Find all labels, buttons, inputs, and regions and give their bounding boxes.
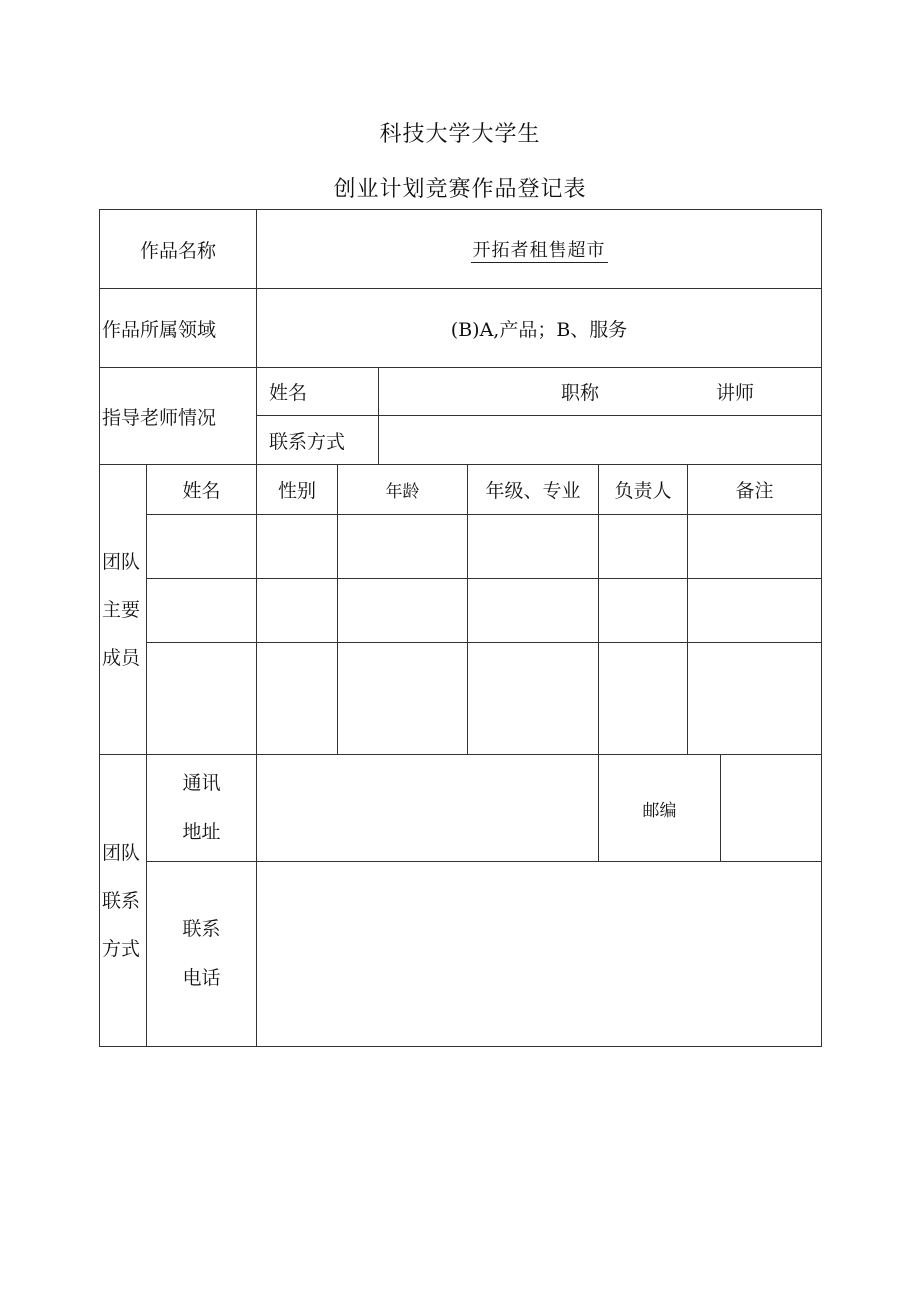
team-members-label-line: 团队	[102, 550, 141, 573]
team-members-label-line: 成员	[102, 646, 141, 669]
team-members-label-line: 主要	[102, 598, 141, 621]
member-age-cell[interactable]	[338, 579, 468, 643]
advisor-name-label: 姓名	[257, 368, 379, 416]
form-title-line1: 科技大学大学生	[379, 122, 541, 147]
member-leader-cell[interactable]	[599, 515, 688, 579]
advisor-title-value: 讲师	[716, 382, 755, 404]
phone-label-line: 联系	[182, 918, 221, 940]
address-label	[147, 755, 257, 862]
advisor-contact-label: 联系方式	[257, 416, 379, 465]
work-name-value: 开拓者租售超市	[472, 240, 606, 261]
postcode-field[interactable]	[721, 755, 822, 862]
member-remarks-cell[interactable]	[688, 579, 822, 643]
member-gender-cell[interactable]	[257, 579, 338, 643]
team-contact-phone-row	[100, 862, 822, 1047]
phone-label	[147, 862, 257, 1047]
phone-label-line: 电话	[182, 967, 221, 989]
member-remarks-cell[interactable]	[688, 515, 822, 579]
member-name-cell[interactable]	[147, 643, 257, 755]
member-name-cell[interactable]	[147, 579, 257, 643]
team-contact-address-row	[100, 755, 822, 862]
address-label-line: 地址	[182, 821, 221, 843]
team-contact-label-line: 联系	[102, 889, 141, 912]
team-member-row	[100, 579, 822, 643]
team-members-header-row	[100, 465, 822, 515]
team-member-row	[100, 515, 822, 579]
team-contact-label-line: 方式	[102, 937, 141, 960]
member-remarks-cell[interactable]	[688, 643, 822, 755]
member-name-cell[interactable]	[147, 515, 257, 579]
header-grade-major: 年级、专业	[468, 465, 599, 515]
work-name-label: 作品名称	[100, 210, 257, 289]
member-grade-cell[interactable]	[468, 579, 599, 643]
member-gender-cell[interactable]	[257, 515, 338, 579]
advisor-row-1	[100, 368, 822, 416]
header-remarks: 备注	[688, 465, 822, 515]
form-title-line2: 创业计划竞赛作品登记表	[333, 177, 587, 202]
work-name-cell[interactable]	[257, 210, 822, 289]
member-age-cell[interactable]	[338, 643, 468, 755]
member-leader-cell[interactable]	[599, 579, 688, 643]
advisor-contact-field[interactable]	[379, 416, 822, 465]
address-label-line: 通讯	[182, 772, 221, 794]
member-gender-cell[interactable]	[257, 643, 338, 755]
member-age-cell[interactable]	[338, 515, 468, 579]
address-field[interactable]	[257, 755, 599, 862]
team-contact-label	[100, 755, 147, 1047]
registration-form-table	[99, 209, 822, 1047]
phone-field[interactable]	[257, 862, 822, 1047]
team-members-label	[100, 465, 147, 755]
work-name-row	[100, 210, 822, 289]
member-leader-cell[interactable]	[599, 643, 688, 755]
member-grade-cell[interactable]	[468, 643, 599, 755]
header-age: 年龄	[338, 465, 468, 515]
postcode-label: 邮编	[599, 755, 721, 862]
team-contact-label-line: 团队	[102, 841, 141, 864]
work-field-value[interactable]: (B)A,产品；B、服务	[257, 289, 822, 368]
member-grade-cell[interactable]	[468, 515, 599, 579]
advisor-label: 指导老师情况	[100, 368, 257, 465]
header-gender: 性别	[257, 465, 338, 515]
advisor-title-label: 职称	[561, 382, 600, 404]
advisor-name-title-cell[interactable]	[379, 368, 822, 416]
work-field-label: 作品所属领域	[100, 289, 257, 368]
header-leader: 负责人	[599, 465, 688, 515]
work-field-row	[100, 289, 822, 368]
team-member-row	[100, 643, 822, 755]
header-name: 姓名	[147, 465, 257, 515]
